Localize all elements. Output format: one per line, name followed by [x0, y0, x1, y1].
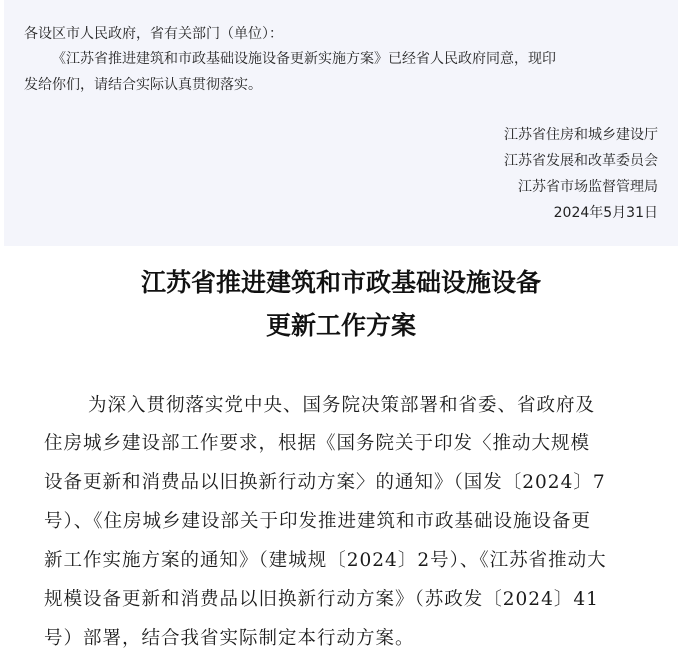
notice-date: 2024年5月31日: [553, 205, 658, 221]
body-paragraph-line: 号）部署，结合我省实际制定本行动方案。: [44, 628, 415, 649]
document-title-line: 江苏省推进建筑和市政基础设施设备: [140, 268, 541, 297]
signer-market-regulation: 江苏省市场监督管理局: [518, 179, 658, 195]
body-paragraph-line: 规模设备更新和消费品以旧换新行动方案》（苏政发〔2024〕41: [44, 589, 599, 610]
body-paragraph-line: 住房城乡建设部工作要求，根据《国务院关于印发〈推动大规模: [44, 433, 591, 454]
document-title-line: 更新工作方案: [265, 311, 416, 340]
notice-addressee: 各设区市人民政府，省有关部门（单位）：: [24, 26, 283, 42]
notice-body-line: 发给你们，请结合实际认真贯彻落实。: [24, 77, 262, 93]
signer-housing-department: 江苏省住房和城乡建设厅: [504, 127, 658, 143]
signer-development-commission: 江苏省发展和改革委员会: [504, 153, 658, 169]
body-paragraph-line: 新工作实施方案的通知》（建城规〔2024〕2号）、《江苏省推动大: [44, 550, 607, 571]
body-paragraph-line: 设备更新和消费品以旧换新行动方案〉的通知》（国发〔2024〕7: [44, 472, 606, 493]
body-paragraph-line: 为深入贯彻落实党中央、国务院决策部署和省委、省政府及: [88, 395, 596, 416]
body-paragraph-line: 号）、《住房城乡建设部关于印发推进建筑和市政基础设施设备更: [44, 511, 592, 532]
notice-body-line: 《江苏省推进建筑和市政基础设施设备更新实施方案》已经省人民政府同意，现印: [52, 51, 556, 67]
